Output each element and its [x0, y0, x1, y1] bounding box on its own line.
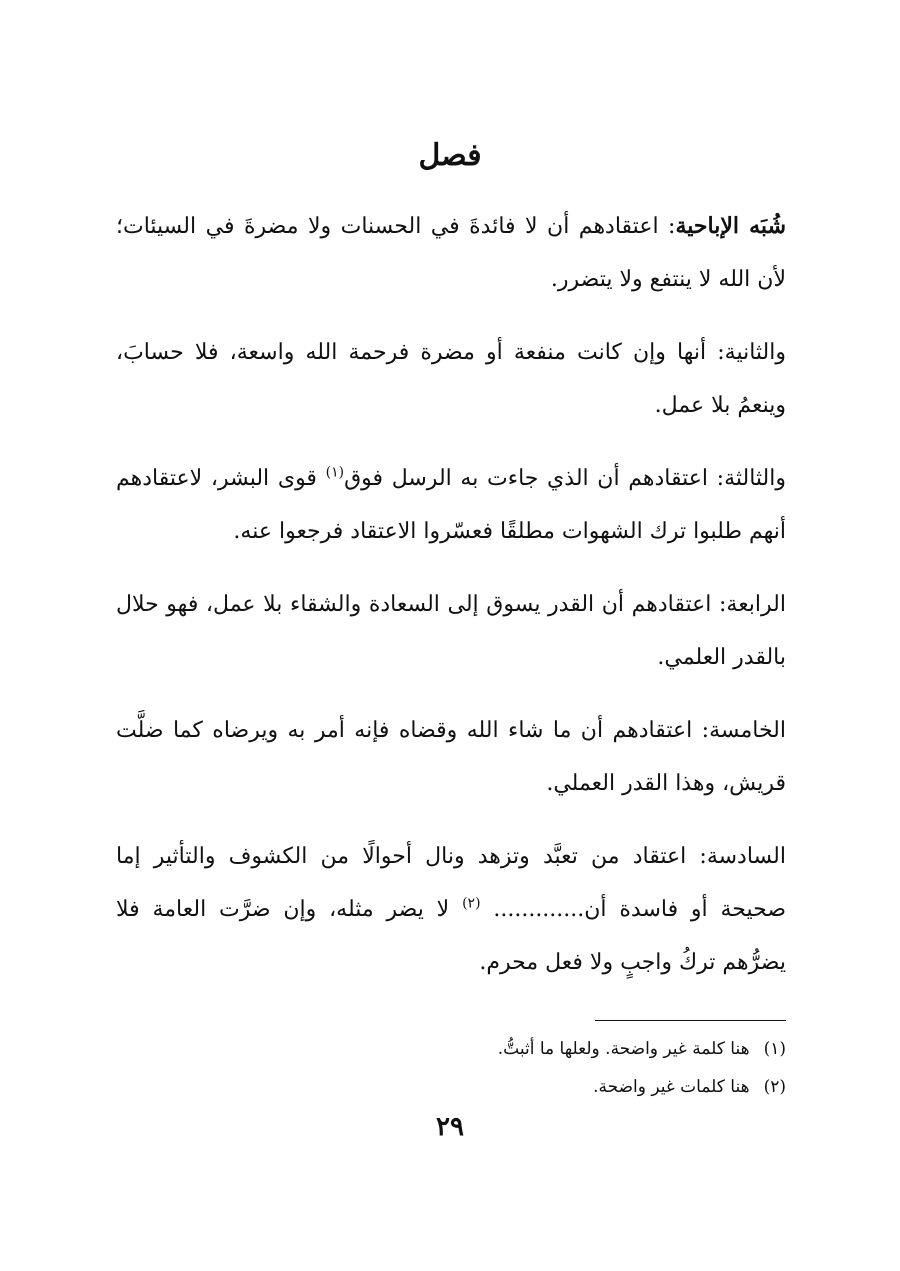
- paragraph-1-lead: شُبَه الإباحية: [675, 213, 787, 239]
- footnote-ref-2: (٢): [462, 895, 481, 912]
- paragraph-4-text: الرابعة: اعتقادهم أن القدر يسوق إلى السعادة والشقاء بلا عمل، فهو حلال بالقدر العلمي.: [116, 592, 786, 670]
- paragraph-5: [116, 704, 786, 810]
- paragraph-1-text: : اعتقادهم أن لا فائدةَ في الحسنات ولا مضرةَ في السيئات؛ لأن الله لا ينتفع ولا يتضرر.: [116, 214, 786, 292]
- section-heading: فصل: [418, 138, 482, 173]
- paragraph-1: [116, 200, 786, 306]
- page-number: ٢٩: [436, 1112, 464, 1142]
- paragraph-6: [116, 830, 786, 989]
- body-text: [116, 200, 786, 1009]
- footnote-separator: [595, 1020, 786, 1021]
- paragraph-4: [116, 578, 786, 684]
- footnote-2: [116, 1068, 786, 1106]
- footnote-2-text: هنا كلمات غير واضحة.: [593, 1077, 750, 1097]
- paragraph-3: [116, 452, 786, 558]
- paragraph-2-text: والثانية: أنها وإن كانت منفعة أو مضرة فرحمة الله واسعة، فلا حسابَ، وينعمُ بلا عمل.: [116, 340, 786, 418]
- paragraph-5-text: الخامسة: اعتقادهم أن ما شاء الله وقضاه فإنه أمر به ويرضاه كما ضلَّت قريش، وهذا القدر العملي.: [116, 718, 786, 796]
- footnotes: [116, 1030, 786, 1106]
- paragraph-6-text-before: السادسة: اعتقاد من تعبَّد وتزهد ونال أحوالًا من الكشوف والتأثير إما صحيحة أو فاسدة أن.............: [116, 844, 786, 922]
- footnote-1: [116, 1030, 786, 1068]
- paragraph-6-text-after: لا يضر مثله، وإن ضرَّت العامة فلا يضرُّهم تركُ واجبٍ ولا فعل محرم.: [116, 897, 786, 975]
- footnote-1-number: (١): [763, 1039, 786, 1059]
- footnote-2-number: (٢): [763, 1077, 786, 1097]
- footnote-1-text: هنا كلمة غير واضحة. ولعلها ما أثبتُّ.: [497, 1039, 750, 1059]
- footnote-ref-1: (١): [325, 464, 345, 481]
- paragraph-3-text-after: قوى البشر، لاعتقادهم أنهم طلبوا ترك الشهوات مطلقًا فعسّروا الاعتقاد فرجعوا عنه.: [116, 466, 786, 544]
- paragraph-3-text-before: والثالثة: اعتقادهم أن الذي جاءت به الرسل فوق: [344, 466, 786, 491]
- paragraph-2: [116, 326, 786, 432]
